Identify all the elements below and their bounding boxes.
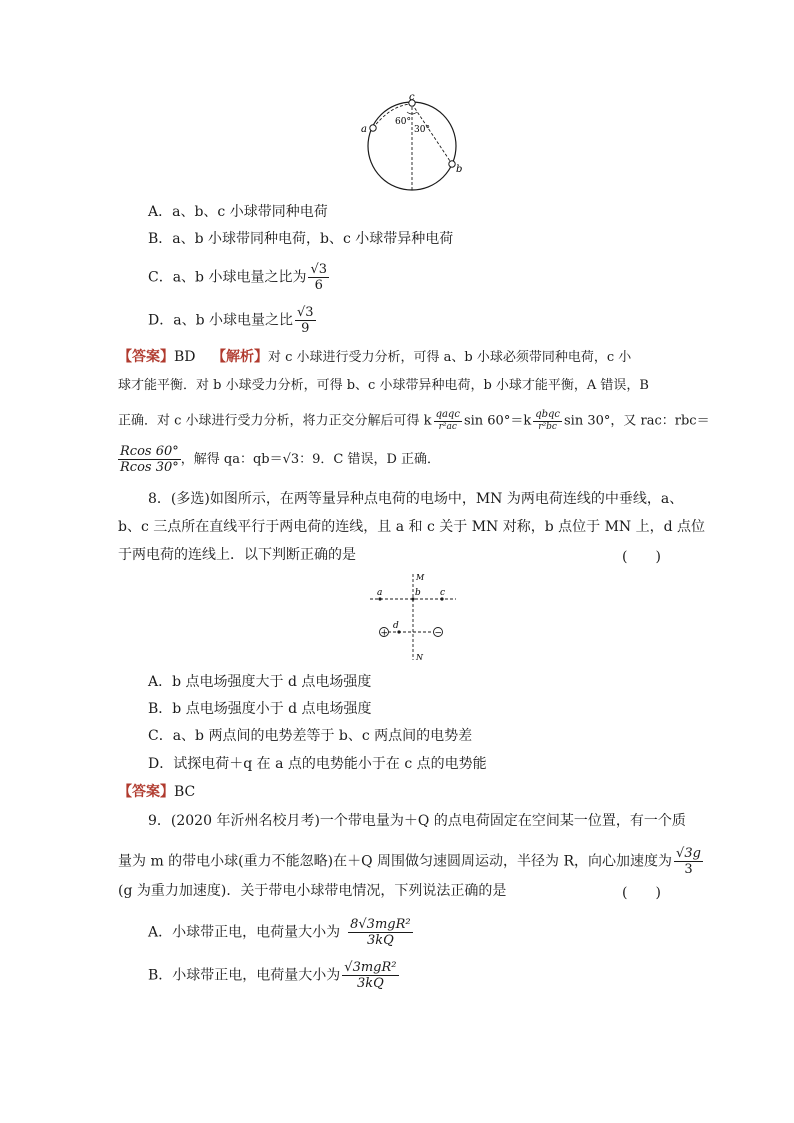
answer-tag: 【答案】 (118, 784, 174, 800)
q7-option-a: A．a、b、c 小球带同种电荷 (148, 204, 328, 220)
label-c: c (409, 94, 415, 103)
q8-option-c: C．a、b 两点间的电势差等于 b、c 两点间的电势差 (148, 728, 473, 744)
fraction-numerator: 8√3mgR² (350, 917, 411, 932)
fraction-numerator: √3 (310, 262, 328, 277)
ball-a (370, 125, 376, 131)
fraction-numerator: Rcos 60° (120, 444, 179, 459)
q7-analysis-2: 球才能平衡．对 b 小球受力分析，可得 b、c 小球带异种电荷，b 小球才能平衡，A 错误，B (118, 378, 649, 393)
fraction-numerator: √3g (676, 846, 701, 861)
label-b: b (415, 588, 421, 598)
q7-analysis-4-text: ，解得 qa：qb＝√3：9．C 错误，D 正确． (180, 452, 441, 467)
q9-option-a-fraction (348, 917, 412, 948)
label-30: 30° (414, 125, 430, 135)
fraction-denominator: r²ac (438, 422, 457, 432)
minus-sign: − (434, 628, 443, 639)
fraction-denominator: 6 (314, 278, 323, 293)
q9-stem-line2 (118, 846, 705, 877)
q7-analysis-3b: sin 60°＝k (463, 413, 532, 429)
q8-stem-line3: 于两电荷的连线上．以下判断正确的是 (118, 547, 356, 563)
q8-option-a: A．b 点电场强度大于 d 点电场强度 (148, 674, 372, 690)
answer-tag: 【答案】 (118, 349, 174, 365)
plus-sign: + (380, 628, 389, 639)
q7-option-c (148, 262, 331, 293)
coulomb-fraction-bc (533, 409, 562, 433)
q7-analysis-4 (118, 444, 440, 475)
q9-option-b (148, 960, 401, 991)
q7-analysis-1: 对 c 小球进行受力分析，可得 a、b 小球必须带同种电荷，c 小 (267, 350, 632, 365)
q7-option-c-text: C．a、b 小球电量之比为 (148, 269, 307, 286)
label-c: c (440, 588, 446, 598)
q8-stem-line2: b、c 三点所在直线平行于两电荷的连线，且 a 和 c 关于 MN 对称，b 点位于 MN 上，d 点位 (118, 519, 706, 535)
q7-option-c-fraction (308, 262, 329, 293)
label-b: b (456, 164, 463, 175)
fraction-numerator: √3 (296, 305, 314, 320)
q9-stem-line3: (g 为重力加速度)．关于带电小球带电情况，下列说法正确的是 (118, 883, 507, 899)
q8-answer-blank: ( ) (622, 549, 661, 565)
q7-option-d (148, 305, 318, 336)
label-d: d (393, 621, 399, 631)
q7-option-d-fraction (295, 305, 316, 336)
q7-option-d-text: D．a、b 小球电量之比 (148, 312, 293, 329)
q7-analysis-3 (118, 409, 710, 433)
label-M: M (416, 573, 425, 582)
q9-answer-blank: ( ) (622, 885, 661, 901)
q8-answer-line (118, 783, 195, 801)
analysis-tag: 【解析】 (211, 349, 268, 365)
q8-stem-line1: 8．(多选)如图所示，在两等量异种点电荷的电场中，MN 为两电荷连线的中垂线，a、 (148, 491, 684, 507)
label-a: a (377, 588, 383, 598)
fraction-denominator: 3kQ (356, 976, 384, 991)
circle-track (368, 102, 456, 190)
q9-option-b-fraction (342, 960, 398, 991)
q8-answer: BC (174, 784, 196, 800)
q7-answer: BD (174, 349, 196, 365)
q7-option-b: B．a、b 小球带同种电荷，b、c 小球带异种电荷 (148, 231, 454, 247)
radius-ratio-fraction (118, 444, 181, 475)
q7-analysis-3c: sin 30°，又 rac：rbc＝ (564, 413, 710, 429)
fraction-denominator: Rcos 30° (120, 460, 179, 475)
q9-stem-line1: 9．(2020 年沂州名校月考)一个带电量为＋Q 的点电荷固定在空间某一位置，有一个质 (148, 813, 686, 829)
q9-stem-line2-text: 量为 m 的带电小球(重力不能忽略)在＋Q 周围做匀速圆周运动，半径为 R，向心加速度为 (118, 853, 673, 870)
q8-option-b: B．b 点电场强度小于 d 点电场强度 (148, 701, 372, 717)
q7-analysis-3a: 正确．对 c 小球进行受力分析，将力正交分解后可得 k (118, 413, 432, 429)
coulomb-fraction-ac (434, 409, 462, 433)
fraction-numerator: qbqc (535, 409, 561, 420)
dipole-figure (368, 568, 464, 664)
ball-b (449, 161, 455, 167)
label-a: a (361, 124, 367, 135)
label-60: 60° (395, 117, 411, 127)
fraction-numerator: qaqc (435, 409, 460, 420)
q9-option-b-text: B．小球带正电，电荷量大小为 (148, 967, 341, 984)
acceleration-fraction (674, 846, 703, 877)
q7-answer-line (118, 348, 631, 367)
fraction-denominator: 3kQ (366, 933, 394, 948)
q9-option-a-text: A．小球带正电，电荷量大小为 (148, 924, 341, 941)
label-N: N (416, 653, 423, 662)
fraction-denominator: 3 (684, 862, 693, 877)
q8-option-d: D．试探电荷＋q 在 a 点的电势能小于在 c 点的电势能 (148, 756, 487, 772)
fraction-denominator: 9 (301, 321, 310, 336)
q9-option-a (148, 917, 415, 948)
fraction-denominator: r²bc (538, 422, 557, 432)
circle-figure (355, 94, 475, 198)
fraction-numerator: √3mgR² (344, 960, 397, 975)
